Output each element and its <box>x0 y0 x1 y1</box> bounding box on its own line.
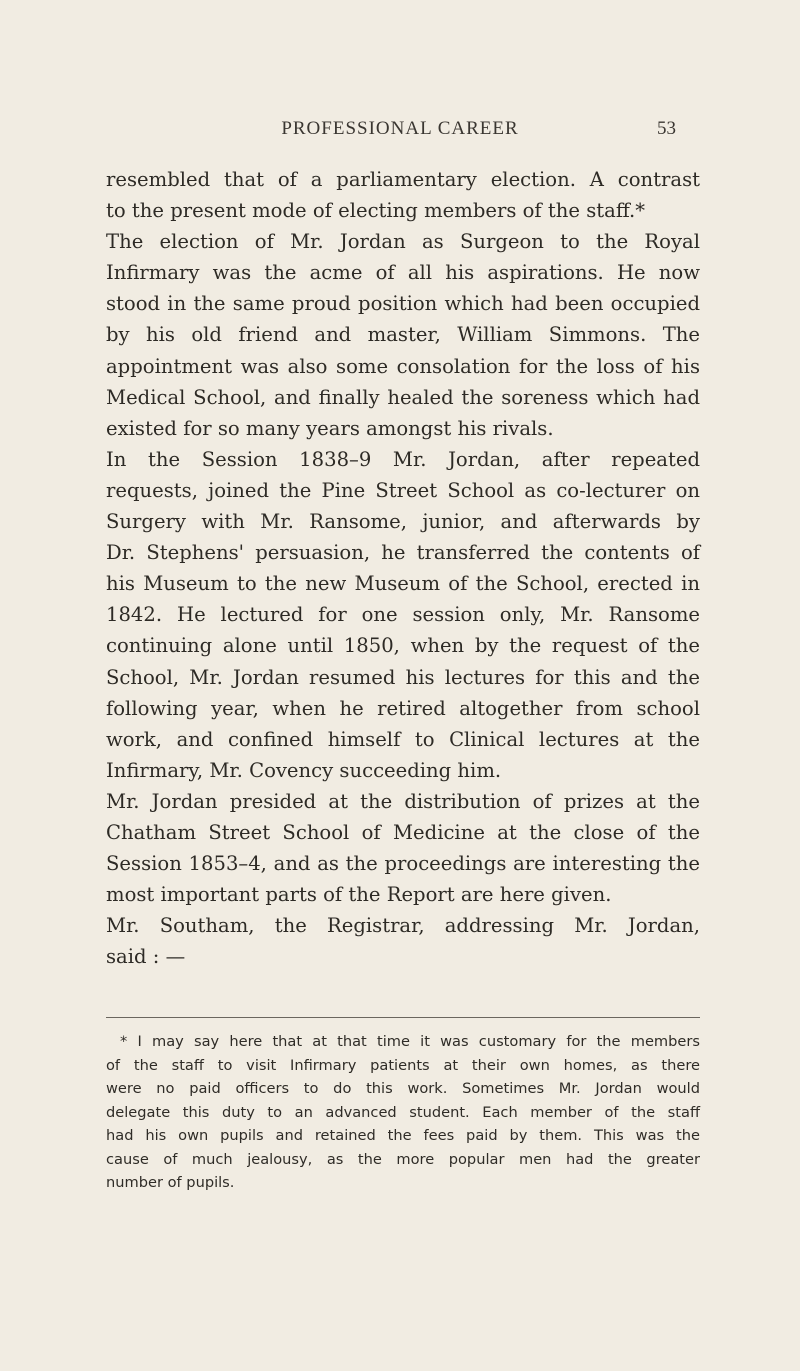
text-line: Infirmary, Mr. Covency succeeding him. <box>106 758 502 782</box>
text-line: following year, when he retired altogether from school <box>106 696 700 720</box>
text-line: Surgery with Mr. Ransome, junior, and afterwards by <box>106 510 700 534</box>
running-title: PROFESSIONAL CAREER <box>281 118 519 139</box>
text-line: work, and confined himself to Clinical lectures at the <box>106 727 700 751</box>
page-number: 53 <box>657 118 676 139</box>
text-line: Chatham Street School of Medicine at the close of the <box>106 820 700 844</box>
text-line: School, Mr. Jordan resumed his lectures for this and the <box>106 665 700 689</box>
text-line: requests, joined the Pine Street School as co-lecturer on <box>106 478 700 502</box>
text-line: his Museum to the new Museum of the School, erected in <box>106 572 700 596</box>
text-line: most important parts of the Report are here given. <box>106 883 612 907</box>
footnote-line: were no paid officers to do this work. Sometimes Mr. Jordan would <box>106 1080 700 1097</box>
text-line: existed for so many years amongst his rivals. <box>106 416 554 440</box>
text-line: resembled that of a parliamentary election. A contrast <box>106 168 700 191</box>
text-line: appointment was also some consolation for the loss of his <box>106 354 700 378</box>
text-line: Medical School, and finally healed the soreness which had <box>106 385 700 409</box>
text-line: Mr. Jordan presided at the distribution of prizes at the <box>106 789 700 813</box>
footnote-line: * I may say here that at that time it was customary for the members <box>120 1033 700 1050</box>
text-line: by his old friend and master, William Simmons. The <box>106 323 700 347</box>
running-head <box>0 118 800 144</box>
footnote-line: of the staff to visit Infirmary patients at their own homes, as there <box>106 1056 700 1074</box>
footnote-line: had his own pupils and retained the fees paid by them. This was the <box>106 1127 700 1144</box>
text-line: stood in the same proud position which had been occupied <box>106 292 700 316</box>
footnote-rule <box>106 1017 700 1018</box>
text-line: 1842. He lectured for one session only, Mr. Ransome <box>106 603 700 627</box>
text-line: Infirmary was the acme of all his aspirations. He now <box>106 261 700 285</box>
footnote-line: delegate this duty to an advanced student. Each member of the staff <box>106 1103 700 1121</box>
text-line: Mr. Southam, the Registrar, addressing Mr. Jordan, <box>106 914 700 938</box>
text-line: continuing alone until 1850, when by the request of the <box>106 634 700 658</box>
footnote <box>106 1030 700 1195</box>
text-line: In the Session 1838–9 Mr. Jordan, after repeated <box>106 447 700 471</box>
text-line: to the present mode of electing members of the staff.* <box>106 199 646 223</box>
text-line: Session 1853–4, and as the proceedings are interesting the <box>106 852 700 876</box>
body-text <box>106 164 700 972</box>
footnote-line: number of pupils. <box>106 1174 235 1191</box>
text-line: The election of Mr. Jordan as Surgeon to the Royal <box>106 230 700 254</box>
footnote-line: cause of much jealousy, as the more popular men had the greater <box>106 1150 700 1168</box>
text-line: said : — <box>106 945 186 969</box>
text-line: Dr. Stephens' persuasion, he transferred the contents of <box>106 541 700 565</box>
